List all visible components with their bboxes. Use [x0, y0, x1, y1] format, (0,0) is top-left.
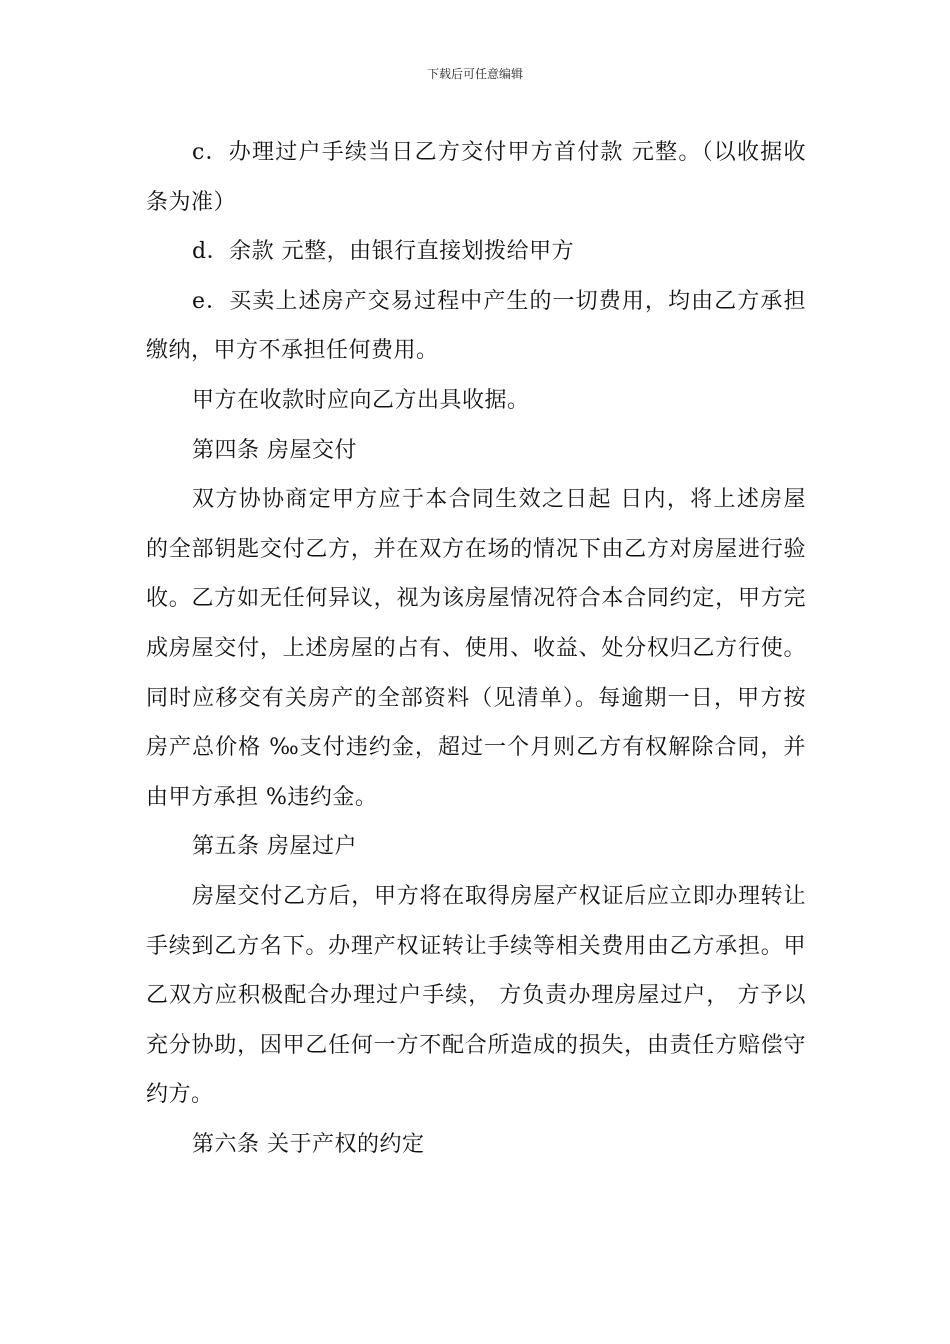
clause-e-fees: e．买卖上述房产交易过程中产生的一切费用，均由乙方承担缴纳，甲方不承担任何费用。	[146, 288, 806, 364]
document-body	[146, 128, 806, 1169]
article-5-body: 房屋交付乙方后，甲方将在取得房屋产权证后应立即办理转让手续到乙方名下。办理产权证转让手续等相关费用由乙方承担。甲乙双方应积极配合办理过户手续， 方负责办理房屋过户， 方予以充分协助，因甲乙任何一方不配合所造成的损失，由责任方赔偿守约方。	[146, 883, 806, 1108]
article-4-body: 双方协协商定甲方应于本合同生效之日起 日内，将上述房屋的全部钥匙交付乙方，并在双方在场的情况下由乙方对房屋进行验收。乙方如无任何异议，视为该房屋情况符合本合同约定，甲方完成房屋交付，上述房屋的占有、使用、收益、处分权归乙方行使。同时应移交有关房产的全部资料（见清单）。每逾期一日，甲方按房产总价格 ‰支付违约金，超过一个月则乙方有权解除合同，并由甲方承担 %违约金。	[146, 487, 806, 810]
page-header: 下载后可任意编辑	[426, 67, 523, 81]
article-5-heading: 第五条 房屋过户	[192, 834, 357, 860]
article-4-heading: 第四条 房屋交付	[192, 437, 357, 463]
article-6-heading: 第六条 关于产权的约定	[192, 1131, 425, 1157]
clause-d-balance: d．余款 元整，由银行直接划拨给甲方	[192, 239, 575, 265]
clause-c-down-payment: c．办理过户手续当日乙方交付甲方首付款 元整。（以收据收条为准）	[146, 140, 806, 215]
receipt-paragraph: 甲方在收款时应向乙方出具收据。	[192, 387, 530, 413]
